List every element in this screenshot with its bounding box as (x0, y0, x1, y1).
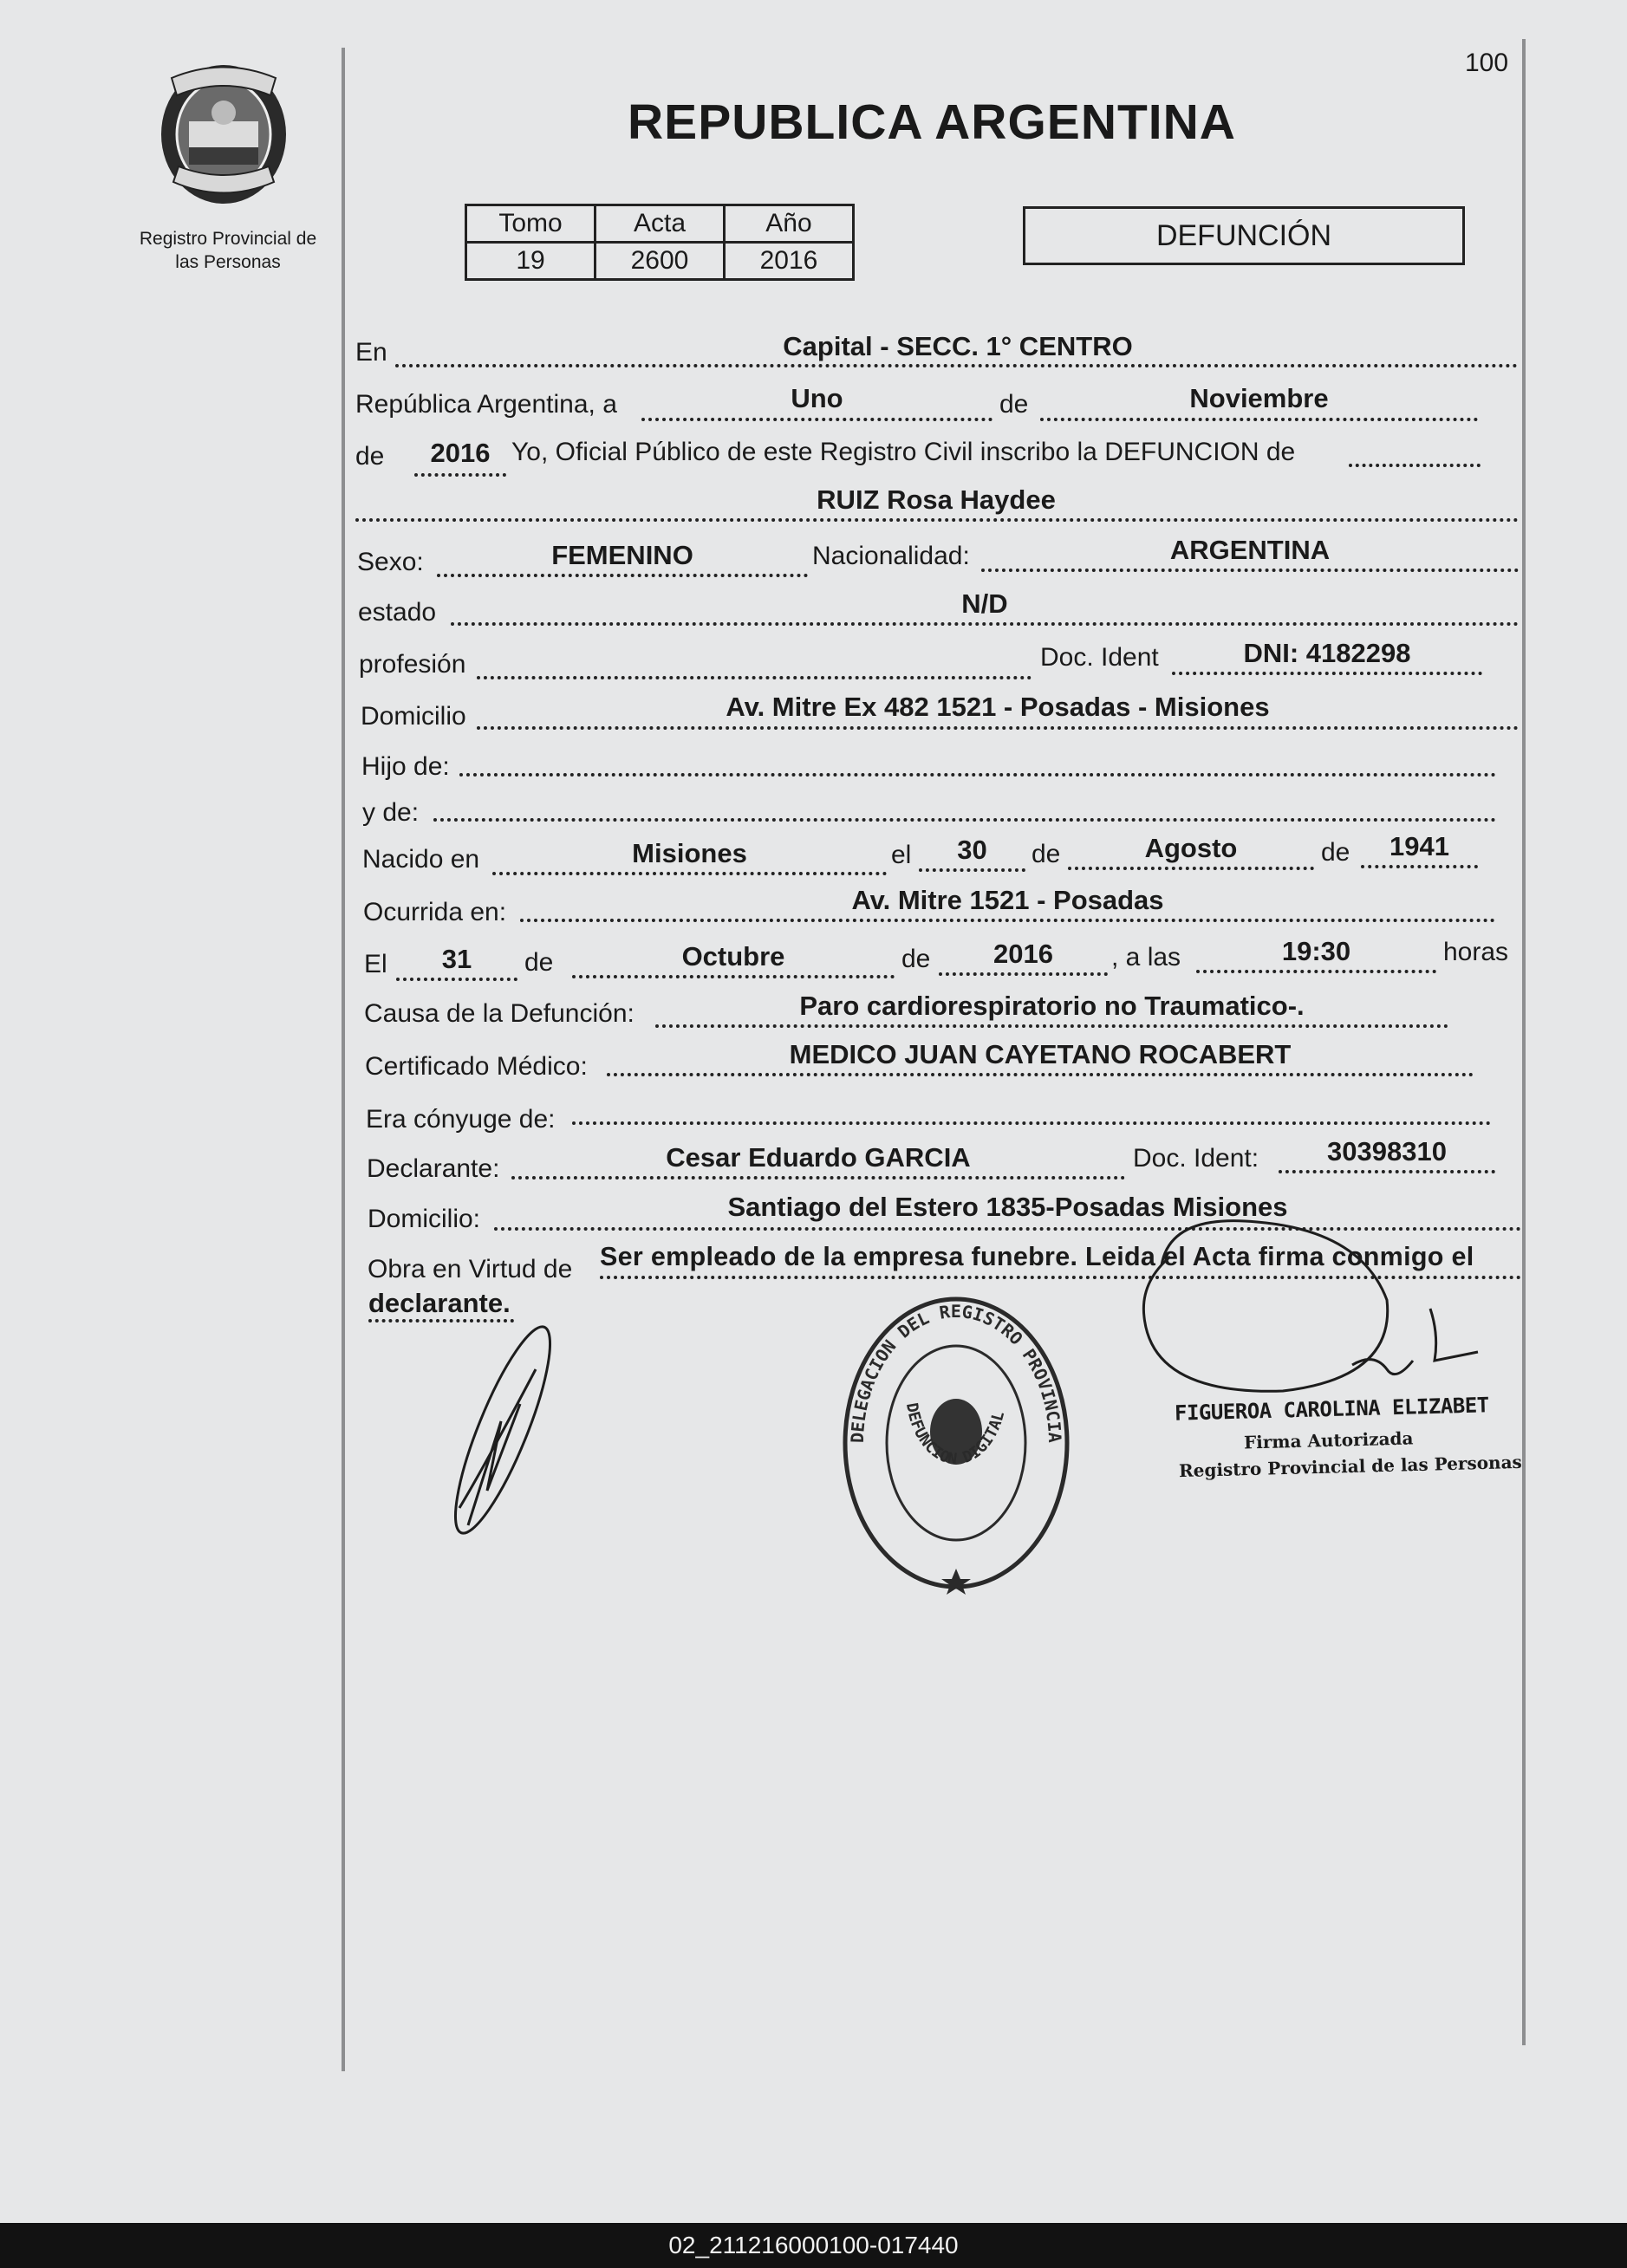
declarant-signature (433, 1317, 572, 1543)
label-de-6: de (901, 945, 931, 973)
label-causa: Causa de la Defunción: (364, 999, 635, 1028)
line-y-de (433, 818, 1496, 822)
right-margin-line (1522, 39, 1526, 2045)
label-yo: Yo, Oficial Público de este Registro Civil inscribo la DEFUNCION de (511, 438, 1296, 466)
field-declarante-doc: 30398310 (1327, 1136, 1447, 1166)
field-nac-dia: 30 (957, 835, 987, 865)
line-ocurrida-en (520, 919, 1495, 922)
label-de-4: de (1321, 838, 1350, 867)
official-title: Firma Autorizada (1243, 1427, 1414, 1453)
stamp-inner-text: DEFUNCION DIGITAL (901, 1401, 1009, 1469)
line-estado (451, 622, 1519, 626)
line-profesion (477, 676, 1032, 679)
line-def-hora (1196, 970, 1436, 973)
field-certificado: MEDICO JUAN CAYETANO ROCABERT (789, 1039, 1292, 1069)
label-a-las: , a las (1111, 943, 1181, 972)
line-dni (1172, 672, 1482, 675)
field-def-hora: 19:30 (1281, 936, 1351, 966)
label-horas: horas (1443, 938, 1509, 966)
official-signature (1136, 1213, 1482, 1395)
misiones-emblem (154, 61, 293, 208)
field-sexo: FEMENINO (551, 540, 693, 570)
label-profesion: profesión (359, 650, 466, 679)
field-nacionalidad: ARGENTINA (1169, 535, 1331, 565)
line-certificado (607, 1073, 1474, 1076)
line-mes-inscripcion (1040, 418, 1478, 421)
field-fallecido: RUIZ Rosa Haydee (817, 484, 1056, 515)
official-name: FIGUEROA CAROLINA ELIZABET (1174, 1393, 1489, 1426)
page-number: 100 (1465, 49, 1509, 77)
official-org: Registro Provincial de las Personas (1178, 1451, 1523, 1482)
field-def-dia: 31 (441, 944, 472, 974)
line-sexo (437, 574, 808, 577)
document-code-bar: 02_211216000100-017440 (0, 2223, 1627, 2268)
value-acta: 2600 (595, 243, 725, 280)
label-sexo: Sexo: (357, 548, 424, 576)
line-conyuge (572, 1121, 1491, 1125)
header-tomo: Tomo (466, 205, 595, 243)
stamp-ring-text: DELEGACION DEL REGISTRO PROVINCIA (846, 1300, 1066, 1444)
field-obra-line1: Ser empleado de la empresa funebre. Leida el Acta firma conmigo el (600, 1242, 1474, 1271)
label-de-3: de (1032, 840, 1061, 868)
label-el-cap: El (364, 950, 387, 978)
field-mes-inscripcion: Noviembre (1189, 383, 1329, 413)
value-tomo: 19 (466, 243, 595, 280)
label-nacionalidad: Nacionalidad: (812, 542, 970, 570)
official-stamp (839, 1291, 1073, 1595)
line-nacido-en (492, 872, 887, 875)
line-nac-dia (919, 868, 1025, 872)
line-yo-tail (1349, 464, 1481, 467)
field-def-anio: 2016 (993, 939, 1053, 969)
field-causa: Paro cardiorespiratorio no Traumatico-. (799, 991, 1305, 1021)
label-certificado: Certificado Médico: (365, 1052, 588, 1081)
header-acta: Acta (595, 205, 725, 243)
label-el: el (891, 841, 912, 869)
label-nacido-en: Nacido en (362, 845, 480, 874)
field-domicilio: Av. Mitre Ex 482 1521 - Posadas - Misiones (726, 692, 1270, 722)
label-de-2: de (355, 442, 385, 471)
label-doc-ident: Doc. Ident (1040, 643, 1159, 672)
line-def-mes (572, 975, 895, 978)
field-lugar: Capital - SECC. 1° CENTRO (783, 331, 1133, 361)
line-def-dia (396, 978, 517, 981)
line-declarante (511, 1176, 1125, 1179)
field-estado: N/D (961, 588, 1008, 619)
registry-name: Registro Provincial de las Personas (139, 229, 317, 272)
left-margin-line (342, 48, 345, 2071)
line-nac-mes (1068, 867, 1314, 870)
line-lugar (395, 364, 1518, 367)
label-en: En (355, 338, 387, 367)
label-estado: estado (358, 598, 437, 627)
field-nac-anio: 1941 (1389, 831, 1449, 861)
field-anio-inscripcion: 2016 (430, 438, 491, 468)
line-nacionalidad (981, 569, 1519, 572)
record-type-box: DEFUNCIÓN (1023, 206, 1465, 265)
field-nac-mes: Agosto (1144, 833, 1238, 863)
label-domicilio: Domicilio (361, 702, 466, 731)
line-domicilio (477, 726, 1519, 730)
label-y-de: y de: (362, 798, 420, 827)
field-declarante: Cesar Eduardo GARCIA (666, 1142, 971, 1173)
label-republica: República Argentina, a (355, 390, 617, 419)
line-nac-anio (1361, 865, 1478, 868)
label-de-1: de (999, 390, 1029, 419)
line-def-anio (939, 972, 1108, 976)
label-doc-ident-2: Doc. Ident: (1133, 1144, 1259, 1173)
field-nacido-en: Misiones (632, 838, 747, 868)
field-obra-line2: declarante. (368, 1288, 511, 1318)
line-dia-inscripcion (641, 418, 992, 421)
value-anio: 2016 (725, 243, 854, 280)
label-obra: Obra en Virtud de (368, 1255, 573, 1283)
line-declarante-doc (1279, 1170, 1495, 1173)
line-hijo-de (459, 773, 1496, 777)
label-de-5: de (524, 948, 554, 977)
label-hijo-de: Hijo de: (361, 752, 450, 781)
country-title: REPUBLICA ARGENTINA (628, 94, 1236, 150)
label-domicilio-2: Domicilio: (368, 1205, 481, 1233)
header-anio: Año (725, 205, 854, 243)
field-declarante-domicilio: Santiago del Estero 1835-Posadas Misiones (727, 1192, 1288, 1222)
label-ocurrida-en: Ocurrida en: (363, 898, 507, 926)
label-declarante: Declarante: (367, 1154, 500, 1183)
line-anio-inscripcion (414, 473, 506, 477)
line-fallecido (355, 518, 1519, 522)
field-dni: DNI: 4182298 (1243, 638, 1411, 668)
field-dia-inscripcion: Uno (791, 383, 843, 413)
line-causa (655, 1024, 1448, 1028)
field-def-mes: Octubre (681, 941, 785, 972)
field-ocurrida-en: Av. Mitre 1521 - Posadas (851, 885, 1164, 915)
registry-table (465, 204, 855, 281)
label-conyuge: Era cónyuge de: (366, 1105, 556, 1134)
